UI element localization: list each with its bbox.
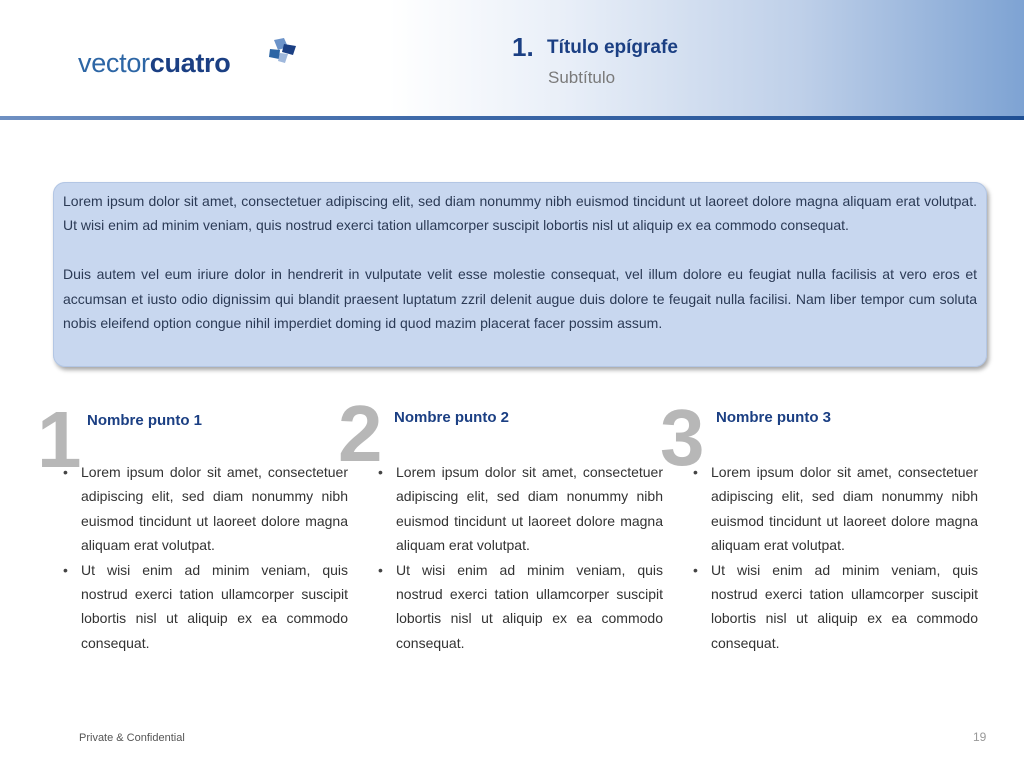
intro-paragraph-2: Duis autem vel eum iriure dolor in hendrerit in vulputate velit esse molestie consequat, vel illum dolore eu feugiat nulla facilisis at vero eros et accumsan et iusto odio dignissim qui blandit praesent luptatum zzril delenit augue duis dolore te feugait nulla facilisi. Nam liber tempor cum soluta nobis eleifend option congue nihil imperdiet doming id quod mazim placerat facer possim assum. <box>63 266 977 332</box>
section-number: 1. <box>512 32 534 62</box>
list-item: • Ut wisi enim ad minim veniam, quis nostrud exerci tation ullamcorper suscipit lobortis nisl ut aliquip ex ea commodo consequat. <box>58 558 348 656</box>
list-item: • Lorem ipsum dolor sit amet, consectetuer adipiscing elit, sed diam nonummy nibh euismod tincidunt ut laoreet dolore magna aliquam erat volutpat. <box>373 460 663 558</box>
list-item: • Ut wisi enim ad minim veniam, quis nostrud exerci tation ullamcorper suscipit lobortis nisl ut aliquip ex ea commodo consequat. <box>373 558 663 656</box>
point-1-bullets <box>58 460 348 655</box>
page-subtitle: Subtítulo <box>548 68 616 87</box>
point-2-number: 2 <box>338 389 383 478</box>
list-item: • Ut wisi enim ad minim veniam, quis nostrud exerci tation ullamcorper suscipit lobortis nisl ut aliquip ex ea commodo consequat. <box>688 558 978 656</box>
logo-text-vector: vector <box>78 48 150 78</box>
header-divider <box>0 116 1024 120</box>
footer-confidential: Private & Confidential <box>79 732 185 744</box>
page-number: 19 <box>973 730 987 744</box>
intro-text-box <box>53 182 987 367</box>
point-3-bullets <box>688 460 978 655</box>
point-1-title: Nombre punto 1 <box>87 412 202 429</box>
point-1-number: 1 <box>37 395 82 484</box>
list-item: • Lorem ipsum dolor sit amet, consectetuer adipiscing elit, sed diam nonummy nibh euismod tincidunt ut laoreet dolore magna aliquam erat volutpat. <box>58 460 348 558</box>
point-3-number: 3 <box>660 393 705 482</box>
list-item: • Lorem ipsum dolor sit amet, consectetuer adipiscing elit, sed diam nonummy nibh euismod tincidunt ut laoreet dolore magna aliquam erat volutpat. <box>688 460 978 558</box>
logo-wordmark <box>78 48 230 79</box>
page-title: Título epígrafe <box>547 37 678 58</box>
intro-paragraph-1: Lorem ipsum dolor sit amet, consectetuer adipiscing elit, sed diam nonummy nibh euismod tincidunt ut laoreet dolore magna aliquam erat volutpat. Ut wisi enim ad minim veniam, quis nostrud exerci tation ullamcorper suscipit lobortis nisl ut aliquip ex ea commodo consequat. <box>63 193 977 234</box>
logo-mark-icon <box>266 38 298 64</box>
point-2-bullets <box>373 460 663 655</box>
logo-text-cuatro: cuatro <box>149 48 231 78</box>
point-2-title: Nombre punto 2 <box>394 409 509 426</box>
point-3-title: Nombre punto 3 <box>716 409 831 426</box>
